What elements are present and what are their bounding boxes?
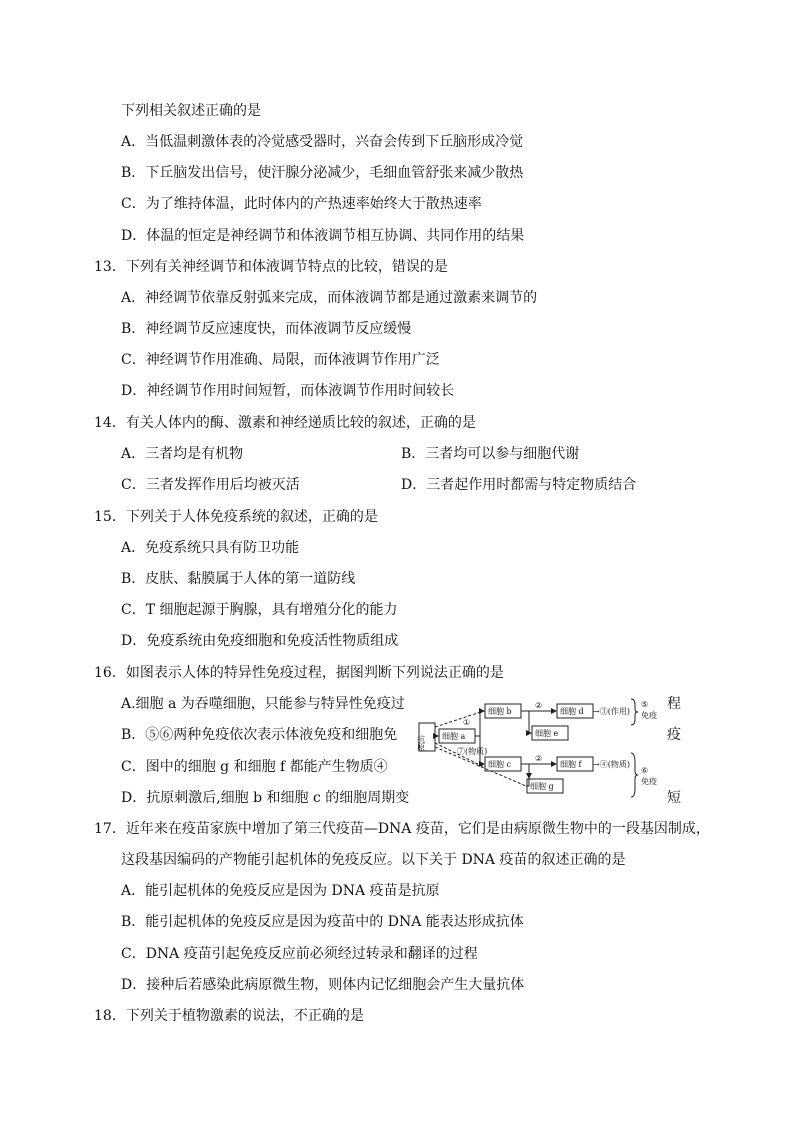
q14-option-c: C．三者发挥作用后均被灭活 <box>121 477 300 493</box>
immune-process-diagram <box>417 697 665 801</box>
cell-c-label: 细胞 c <box>488 760 512 769</box>
q17-option-a: A．能引起机体的免疫反应是因为 DNA 疫苗是抗原 <box>121 883 440 899</box>
q15-option-d: D．免疫系统由免疫细胞和免疫活性物质组成 <box>121 633 399 649</box>
q17-option-d: D．接种后若感染此病原微生物，则体内记忆细胞会产生大量抗体 <box>121 977 525 993</box>
q15-option-b: B．皮肤、黏膜属于人体的第一道防线 <box>121 571 356 587</box>
q16-option-c: C．图中的细胞 g 和细胞 f 都能产生物质④ <box>121 759 388 775</box>
q18-stem: 18．下列关于植物激素的说法，不正确的是 <box>94 1008 364 1024</box>
cell-a-label: 细胞 a <box>442 732 466 741</box>
cell-f-label: 细胞 f <box>560 760 582 769</box>
q16-option-d: D．抗原刺激后,细胞 b 和细胞 c 的细胞周期变 <box>121 790 410 806</box>
q13-option-b: B．神经调节反应速度快，而体液调节反应缓慢 <box>121 321 412 337</box>
q12-option-a: A．当低温刺激体表的冷觉感受器时，兴奋会传到下丘脑形成冷觉 <box>121 134 524 150</box>
cell-b-label: 细胞 b <box>488 707 512 716</box>
q14-option-a: A．三者均是有机物 <box>121 446 244 462</box>
q17-stem-line2: 这段基因编码的产物能引起机体的免疫反应。以下关于 DNA 疫苗的叙述正确的是 <box>121 852 626 868</box>
q15-stem: 15．下列关于人体免疫系统的叙述，正确的是 <box>94 509 378 525</box>
antigen-label-1: 抗原 <box>417 735 426 751</box>
step-1-label: ① <box>463 718 471 727</box>
substance-7-label: ⑦(物质) <box>457 747 488 756</box>
q12-option-d: D．体温的恒定是神经调节和体液调节相互协调、共同作用的结果 <box>121 228 525 244</box>
cell-e-label: 细胞 e <box>535 729 559 738</box>
immunity-6-number: ⑥ <box>641 766 649 775</box>
substance-4-label: →④(物质) <box>593 760 630 769</box>
q16-option-a: A.细胞 a 为吞噬细胞，只能参与特异性免疫过 <box>121 696 405 712</box>
q16-option-b-tail: 疫 <box>667 727 681 743</box>
cell-d-label: 细胞 d <box>560 707 584 716</box>
immunity-5-number: ⑤ <box>641 700 649 709</box>
step-2-bottom-label: ② <box>535 754 543 763</box>
cell-g-label: 细胞 g <box>530 782 554 791</box>
q13-option-d: D．神经调节作用时间短暂，而体液调节作用时间较长 <box>121 383 455 399</box>
q16-option-a-tail: 程 <box>667 696 681 712</box>
q16-stem: 16．如图表示人体的特异性免疫过程，据图判断下列说法正确的是 <box>94 665 504 681</box>
q12-option-b: B．下丘脑发出信号，使汗腺分泌减少，毛细血管舒张来减少散热 <box>121 165 524 181</box>
q13-stem: 13．下列有关神经调节和体液调节特点的比较，错误的是 <box>94 259 448 275</box>
q13-option-a: A．神经调节依靠反射弧来完成，而体液调节都是通过激素来调节的 <box>121 290 538 306</box>
effect-3-label: →③(作用) <box>593 707 630 716</box>
q12-option-c: C．为了维持体温，此时体内的产热速率始终大于散热速率 <box>121 196 482 212</box>
q15-option-a: A．免疫系统只具有防卫功能 <box>121 540 300 556</box>
q17-option-b: B．能引起机体的免疫反应是因为疫苗中的 DNA 能表达形成抗体 <box>121 914 524 930</box>
step-2-top-label: ② <box>535 701 543 710</box>
q16-option-d-tail: 短 <box>667 790 681 806</box>
q14-option-b: B．三者均可以参与细胞代谢 <box>401 446 580 462</box>
immunity-5-label: 免疫 <box>641 711 657 720</box>
q15-option-c: C．T 细胞起源于胸腺，具有增殖分化的能力 <box>121 602 398 618</box>
immunity-6-label: 免疫 <box>641 777 657 786</box>
q12-stem: 下列相关叙述正确的是 <box>121 103 261 119</box>
q17-option-c: C．DNA 疫苗引起免疫反应前必须经过转录和翻译的过程 <box>121 946 478 962</box>
q16-option-b: B．⑤⑥两种免疫依次表示体液免疫和细胞免 <box>121 727 398 743</box>
q13-option-c: C．神经调节作用准确、局限，而体液调节作用广泛 <box>121 352 440 368</box>
q14-option-d: D．三者起作用时都需与特定物质结合 <box>401 477 637 493</box>
q17-stem-line1: 17．近年来在疫苗家族中增加了第三代疫苗—DNA 疫苗，它们是由病原微生物中的一段基因制成， <box>94 821 710 837</box>
q14-stem: 14．有关人体内的酶、激素和神经递质比较的叙述，正确的是 <box>94 415 476 431</box>
